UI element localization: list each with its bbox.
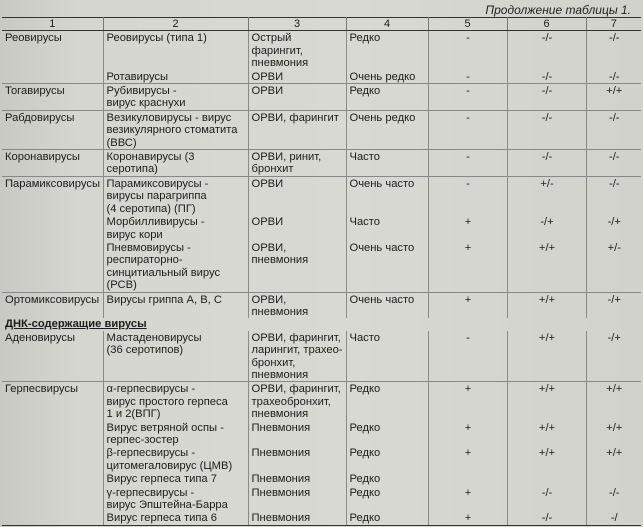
cell-virus: Реовирусы (типа 1) (103, 31, 248, 70)
cell-family: Аденовирусы (2, 331, 103, 382)
cell-family (2, 472, 103, 485)
table-row (2, 176, 641, 215)
cell-virus: Ротавирусы (103, 70, 248, 84)
cell-frequency: Редко (346, 472, 428, 485)
cell-col5: + (428, 486, 507, 512)
cell-col6: -/- (507, 150, 586, 177)
cell-disease: ОРВИ, пневмония (248, 241, 346, 292)
cell-col6: -/- (507, 110, 586, 149)
cell-col5: + (428, 446, 507, 472)
cell-col6: +/+ (507, 292, 586, 318)
cell-disease: Пневмония (248, 421, 346, 447)
cell-virus: Парамиксовирусы - вирусы парагриппа (4 серотипа) (ПГ) (103, 176, 248, 215)
cell-frequency: Очень часто (346, 292, 428, 318)
table-row (2, 150, 641, 177)
cell-frequency: Часто (346, 150, 428, 177)
cell-col7 (586, 472, 641, 485)
cell-family: Ортомиксовирусы (2, 292, 103, 318)
cell-col6: +/+ (507, 382, 586, 421)
cell-col6: -/+ (507, 215, 586, 241)
cell-disease: Пневмония (248, 486, 346, 512)
cell-disease: ОРВИ (248, 84, 346, 111)
cell-col6: +/+ (507, 421, 586, 447)
header-row (2, 18, 641, 31)
cell-virus: Коронавирусы (3 серотипа) (103, 150, 248, 177)
table-row (2, 84, 641, 111)
cell-col5: + (428, 511, 507, 525)
table-row (2, 331, 641, 382)
cell-family: Герпесвирусы (2, 382, 103, 421)
cell-col6: -/- (507, 486, 586, 512)
table-row (2, 486, 641, 512)
cell-col5: - (428, 84, 507, 111)
cell-col7: -/- (608, 70, 620, 83)
cell-disease: Острый фарингит, пневмония (248, 31, 346, 70)
cell-col5: - (428, 331, 507, 382)
cell-col6: -/- (507, 84, 586, 111)
cell-frequency: Редко (346, 382, 428, 421)
cell-disease: Пневмония (248, 472, 346, 485)
cell-family: Рабдовирусы (2, 110, 103, 149)
cell-family: Тогавирусы (2, 84, 103, 111)
cell-disease: ОРВИ (248, 70, 346, 84)
cell-col5: + (428, 292, 507, 318)
column-header: 2 (103, 18, 248, 31)
cell-frequency: Редко (346, 446, 428, 472)
column-header: 6 (507, 18, 586, 31)
virus-table (2, 17, 641, 526)
cell-virus: Пневмовирусы - респираторно- синцитиальный вирус (РСВ) (103, 241, 248, 292)
cell-col5 (428, 472, 507, 485)
cell-col5: + (428, 241, 507, 292)
section-heading-dna: ДНК-содержащие вирусы (5, 318, 147, 331)
cell-family: Парамиксовирусы (2, 176, 103, 215)
cell-col6: -/- (507, 511, 586, 525)
cell-family (2, 241, 103, 292)
cell-virus: Вирус герпеса типа 7 (103, 472, 248, 485)
cell-frequency: Редко (346, 511, 428, 525)
column-header: 7 (586, 18, 641, 31)
table-row (2, 110, 641, 149)
cell-virus: Мастаденовирусы (36 серотипов) (103, 331, 248, 382)
cell-frequency: Очень часто (346, 176, 428, 215)
cell-family (2, 446, 103, 472)
cell-col5: - (428, 150, 507, 177)
column-header: 3 (248, 18, 346, 31)
cell-col7: -/+ (607, 331, 621, 344)
cell-col6: -/- (507, 70, 586, 84)
cell-disease: ОРВИ (248, 215, 346, 241)
table-row (2, 421, 641, 447)
table-body (2, 31, 641, 525)
cell-col7: -/- (586, 150, 641, 177)
cell-virus: Вирусы гриппа А, В, С (103, 292, 248, 318)
cell-col6: +/+ (507, 331, 586, 382)
cell-col5: - (428, 31, 507, 70)
cell-family (2, 421, 103, 447)
cell-disease: ОРВИ, пневмония (248, 292, 346, 318)
cell-family (2, 511, 103, 525)
cell-disease: ОРВИ, фарингит, ларингит, трахео- бронхит, пневмония (248, 331, 346, 382)
cell-disease: Пневмония (248, 511, 346, 525)
cell-frequency: Очень часто (346, 241, 428, 292)
cell-virus: Везикуловирусы - вирус везикулярного стоматита (ВВС) (103, 110, 248, 149)
cell-col6: +/+ (507, 241, 586, 292)
cell-disease: ОРВИ (248, 176, 346, 215)
cell-col7: -/ (586, 511, 641, 525)
cell-col7: +/+ (606, 421, 623, 434)
cell-frequency: Очень редко (346, 70, 428, 84)
cell-virus: γ-герпесвирусы - вирус Эпштейна-Барра (103, 486, 248, 512)
table-row (2, 511, 641, 525)
cell-disease: ОРВИ, ринит, бронхит (248, 150, 346, 177)
cell-col5: - (428, 176, 507, 215)
cell-virus: α-герпесвирусы - вирус простого герпеса 1 и 2(ВПГ) (103, 382, 248, 421)
cell-frequency: Часто (346, 331, 428, 382)
table-row (2, 292, 641, 318)
cell-col6: -/- (507, 31, 586, 70)
column-header: 1 (2, 18, 103, 31)
cell-col7: +/+ (586, 382, 641, 421)
cell-disease: Пневмония (248, 446, 346, 472)
table-row (2, 215, 641, 241)
cell-col7: +/+ (586, 84, 641, 111)
cell-frequency: Очень редко (346, 110, 428, 149)
cell-frequency: Часто (346, 215, 428, 241)
table-row (2, 241, 641, 292)
cell-col7: +/- (607, 241, 621, 254)
table-row (2, 446, 641, 472)
cell-disease: ОРВИ, фарингит, трахеобронхит, пневмония (248, 382, 346, 421)
cell-col7: -/- (586, 31, 641, 70)
cell-col6 (507, 472, 586, 485)
cell-col5: + (428, 215, 507, 241)
cell-frequency: Редко (346, 84, 428, 111)
cell-col5: - (428, 110, 507, 149)
cell-virus: Морбилливирусы - вирус кори (103, 215, 248, 241)
column-header: 5 (428, 18, 507, 31)
cell-virus: Рубивирусы - вирус краснухи (103, 84, 248, 111)
cell-col7: -/+ (607, 216, 621, 229)
cell-col5: + (428, 421, 507, 447)
table-row (2, 31, 641, 70)
cell-col6: +/+ (507, 446, 586, 472)
cell-frequency: Редко (346, 31, 428, 70)
cell-family: Реовирусы (2, 31, 103, 70)
table-row (2, 70, 641, 84)
cell-col7: -/- (608, 486, 620, 499)
cell-col7: -/- (586, 176, 641, 215)
cell-frequency: Редко (346, 486, 428, 512)
table-row (2, 382, 641, 421)
cell-disease: ОРВИ, фарингит (248, 110, 346, 149)
cell-family (2, 70, 103, 84)
column-header: 4 (346, 18, 428, 31)
cell-frequency: Редко (346, 421, 428, 447)
cell-col5: - (428, 70, 507, 84)
cell-family (2, 486, 103, 512)
cell-col7: -/+ (586, 292, 641, 318)
cell-col7: -/- (586, 110, 641, 149)
cell-col7: +/+ (606, 447, 623, 460)
cell-col5: + (428, 382, 507, 421)
cell-virus: β-герпесвирусы - цитомегаловирус (ЦМВ) (103, 446, 248, 472)
cell-family (2, 215, 103, 241)
section-row (2, 318, 641, 330)
table-row (2, 472, 641, 485)
cell-virus: Вирус герпеса типа 6 (103, 511, 248, 525)
cell-virus: Вирус ветряной оспы - герпес-зостер (103, 421, 248, 447)
table-caption: Продолжение таблицы 1. (485, 3, 631, 17)
cell-family: Коронавирусы (2, 150, 103, 177)
cell-col6: +/- (507, 176, 586, 215)
